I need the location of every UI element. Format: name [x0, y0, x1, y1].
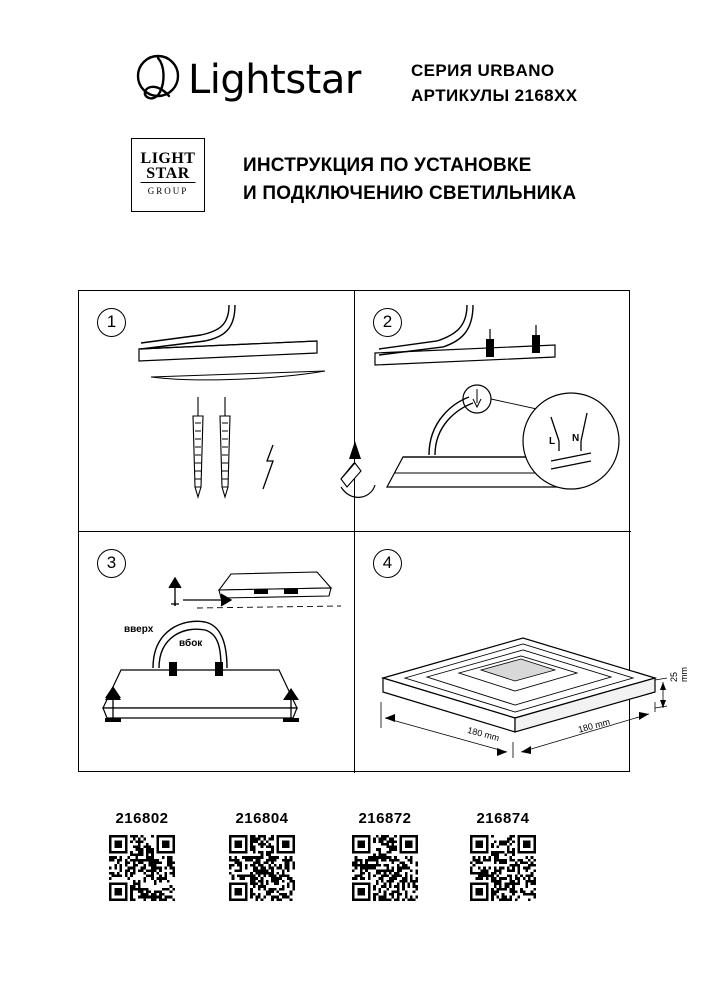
logo-line-light: LIGHT — [140, 150, 196, 167]
lightstar-group-logo — [131, 138, 205, 212]
terminal-label-n: N — [572, 433, 580, 444]
qr-code-image — [229, 835, 295, 901]
instruction-panel-2 — [355, 291, 631, 532]
lightstar-logo — [131, 52, 361, 114]
step-number-1: 1 — [97, 308, 126, 337]
qr-item — [82, 810, 202, 901]
product-code: 216804 — [235, 810, 289, 827]
lightstar-group-logo-text — [141, 151, 196, 199]
page-title-line-2: И ПОДКЛЮЧЕНИЮ СВЕТИЛЬНИКА — [243, 183, 577, 204]
instruction-panel-1 — [79, 291, 355, 532]
product-code-footer — [0, 800, 707, 940]
page-title — [243, 152, 663, 208]
qr-item — [325, 810, 445, 901]
series-block — [411, 58, 631, 108]
label-side: вбок — [179, 638, 203, 649]
series-name: СЕРИЯ URBANO — [411, 61, 555, 80]
dimension-depth: 180 mm — [577, 716, 611, 735]
series-articles: АРТИКУЛЫ 2168XX — [411, 86, 578, 105]
qr-code-image — [352, 835, 418, 901]
page-title-line-1: ИНСТРУКЦИЯ ПО УСТАНОВКЕ — [243, 155, 532, 176]
product-code: 216802 — [115, 810, 169, 827]
instruction-panel-4 — [355, 532, 689, 773]
qr-item — [202, 810, 322, 901]
instruction-grid — [78, 290, 689, 772]
step-number-4: 4 — [373, 549, 402, 578]
qr-code-image — [109, 835, 175, 901]
dimension-width: 180 mm — [466, 725, 501, 744]
brand-row — [131, 52, 601, 127]
qr-code-image — [470, 835, 536, 901]
product-code: 216872 — [358, 810, 412, 827]
brand-wordmark: Lightstar — [188, 57, 361, 103]
dimension-height: 25 mm — [669, 667, 689, 682]
qr-item — [443, 810, 563, 901]
logo-line-group: GROUP — [141, 182, 196, 199]
terminal-label-l: L — [549, 436, 556, 447]
label-up: вверх — [124, 624, 154, 635]
step-1-diagram — [79, 291, 355, 532]
step-number-3: 3 — [97, 549, 126, 578]
document-header — [0, 0, 707, 240]
step-3-diagram — [79, 532, 355, 773]
instruction-panel-3 — [79, 532, 355, 773]
logo-line-star: STAR — [146, 165, 190, 182]
product-code: 216874 — [476, 810, 530, 827]
step-number-2: 2 — [373, 308, 402, 337]
step-2-diagram — [355, 291, 631, 532]
